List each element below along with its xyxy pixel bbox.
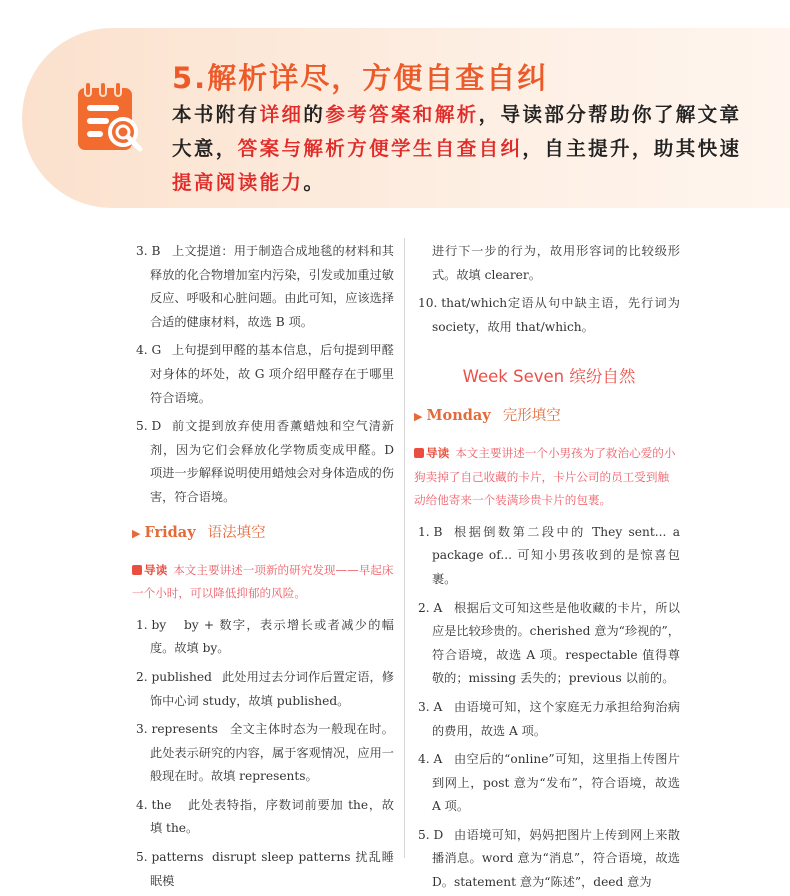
answer-number: 5. D bbox=[418, 827, 444, 842]
answer-text: 全文主体时态为一般现在时。此处表示研究的内容，属于客观情况，应用一般现在时。故填 represents。 bbox=[150, 722, 394, 784]
answer-item bbox=[136, 614, 394, 661]
answer-text: 前文提到放弃使用香薰蜡烛和空气清新剂，因为它们会释放化学物质变成甲醛。D 项进一步解释说明使用蜡烛会对身体造成的伤害，符合语境。 bbox=[150, 419, 394, 504]
guide-tag: 导读 bbox=[144, 562, 168, 577]
answer-number: 2. A bbox=[418, 600, 443, 615]
answer-text: by + 数字，表示增长或者减少的幅度。故填 by。 bbox=[150, 617, 394, 656]
guide-icon bbox=[132, 565, 142, 575]
answer-item bbox=[136, 415, 394, 509]
week-title: Week Seven 缤纷自然 bbox=[462, 367, 636, 387]
banner-text: 的 bbox=[303, 103, 326, 126]
banner-text: 本书附有 bbox=[172, 103, 260, 126]
answer-text: 根据后文可知这些是他收藏的卡片，所以应是比较珍贵的。cherished 意为“珍视的”，符合语境，故选 A 项。respectable 值得尊敬的；missing 丢失的；previous 以前的。 bbox=[432, 600, 680, 686]
answer-item bbox=[136, 666, 394, 713]
answer-item bbox=[418, 824, 680, 895]
answer-text: 由空后的“online”可知，这里指上传图片到网上，post 意为“发布”，符合语境，故选 A 项。 bbox=[432, 752, 680, 814]
answer-text: 此处用过去分词作后置定语，修饰中心词 study，故填 published。 bbox=[150, 669, 394, 708]
answer-text: 由语境可知，这个家庭无力承担给狗治病的费用，故选 A 项。 bbox=[432, 699, 680, 738]
answer-item bbox=[136, 718, 394, 789]
answer-number: 2. published bbox=[136, 669, 212, 684]
answer-text: disrupt sleep patterns 扰乱睡眠模 bbox=[150, 850, 394, 888]
right-column bbox=[414, 240, 680, 896]
answer-item bbox=[136, 794, 394, 841]
answer-item bbox=[418, 521, 680, 592]
guide-tag: 导读 bbox=[426, 445, 450, 460]
answer-text: 根据倒数第二段中的 They sent... a package of... 可知小男孩收到的是惊喜包裹。 bbox=[432, 524, 680, 586]
answer-text: 定语从句中缺主语，先行词为 society，故用 that/which。 bbox=[432, 296, 680, 334]
section-cn: 完形填空 bbox=[502, 407, 561, 424]
banner-highlight: 详细 bbox=[259, 103, 304, 126]
section-heading-monday bbox=[414, 403, 680, 430]
banner-highlight: 参考答案和解析 bbox=[325, 103, 479, 126]
answer-number: 4. G bbox=[136, 343, 162, 358]
answer-continuation: 进行下一步的行为，故用形容词的比较级形式。故填 clearer。 bbox=[432, 244, 680, 282]
section-cn: 语法填空 bbox=[207, 524, 266, 541]
answer-item bbox=[136, 240, 394, 334]
answer-item bbox=[418, 292, 680, 339]
answer-item bbox=[136, 846, 394, 893]
answer-number: 5. D bbox=[136, 419, 162, 434]
answer-item bbox=[418, 696, 680, 743]
banner-highlight: 提高阅读能力 bbox=[172, 171, 304, 194]
left-column bbox=[132, 240, 394, 896]
answer-text: 上句提到甲醛的基本信息，后句提到甲醛对身体的坏处，故 G 项介绍甲醛存在于哪里符合语境。 bbox=[150, 343, 394, 405]
guide-text: 本文主要讲述一个小男孩为了救治心爱的小狗卖掉了自己收藏的卡片，卡片公司的员工受到触动给他寄来一个装满珍贵卡片的包裹。 bbox=[414, 445, 676, 508]
guide-note bbox=[132, 559, 394, 606]
banner-text: ，自主提升，助其快速 bbox=[522, 137, 742, 160]
answer-number: 3. B bbox=[136, 244, 161, 258]
triangle-right-icon: ▶ bbox=[132, 526, 141, 540]
answer-number: 3. represents bbox=[136, 722, 218, 737]
guide-note bbox=[414, 442, 680, 513]
answer-item bbox=[136, 339, 394, 410]
section-en: Monday bbox=[426, 406, 491, 424]
section-heading-friday bbox=[132, 520, 394, 547]
answer-number: 3. A bbox=[418, 699, 443, 714]
banner-highlight: 答案与解析方便学生自查自纠 bbox=[237, 137, 523, 160]
notepad-search-icon bbox=[70, 78, 150, 158]
answer-text: 此处表特指，序数词前要加 the，故填 the。 bbox=[150, 797, 394, 836]
answer-number: 4. the bbox=[136, 797, 172, 812]
answer-item bbox=[418, 748, 680, 819]
answer-text: 由语境可知，妈妈把图片上传到网上来散播消息。word 意为“消息”，符合语境，故选 D。statement 意为“陈述”，deed 意为 bbox=[432, 827, 680, 890]
banner-title: 5.解析详尽，方便自查自纠 bbox=[172, 61, 549, 95]
banner-description bbox=[172, 98, 752, 200]
answer-text: 上文提道：用于制造合成地毯的材料和其释放的化合物增加室内污染，引发或加重过敏反应、呼吸和心脏问题。由此可知，应该选择合适的健康材料，故选 B 项。 bbox=[150, 244, 394, 329]
answer-number: 1. B bbox=[418, 524, 443, 539]
answer-number: 4. A bbox=[418, 752, 443, 767]
answer-number: 5. patterns bbox=[136, 850, 204, 865]
answer-item bbox=[418, 597, 680, 691]
banner-text: 。 bbox=[303, 171, 326, 194]
answer-number: 10. that/which bbox=[418, 296, 508, 311]
feature-banner bbox=[22, 28, 790, 208]
guide-text: 本文主要讲述一项新的研究发现——早起床一个小时，可以降低抑郁的风险。 bbox=[132, 562, 394, 601]
answer-number: 1. by bbox=[136, 617, 167, 632]
section-en: Friday bbox=[144, 523, 196, 541]
triangle-right-icon: ▶ bbox=[414, 409, 423, 423]
banner-text: ，导读部分帮助你了解文章大意， bbox=[172, 103, 742, 160]
column-divider bbox=[404, 238, 405, 858]
guide-icon bbox=[414, 448, 424, 458]
